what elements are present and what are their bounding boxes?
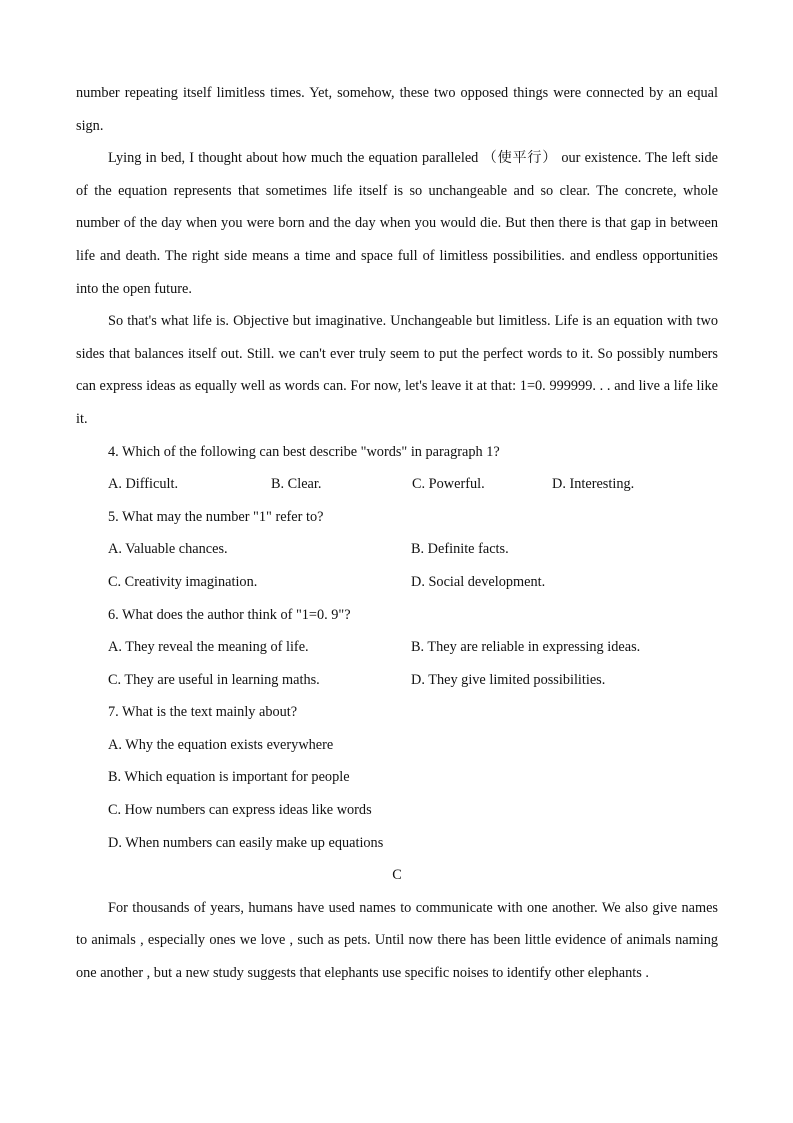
passage-b-paragraph-so: So that's what life is. Objective but imaginative. Unchangeable but limitless. Life is an equation with two sides that balances itself out. Still. we can't ever truly seem to put the perfect words to it. So possibly numbers can express ideas as equally well as words can. For now, let's leave it at that: 1=0. 999999. . . and live a life like it. — [76, 313, 718, 427]
passage-c-paragraph-1: For thousands of years, humans have used names to communicate with one another. We also give names to animals , especially ones we love , such as pets. Until now there has been little evidence of animals naming one another , but a new study suggests that elephants use specific noises to identify other elephants . — [76, 899, 718, 982]
question-7-option-d: D. When numbers can easily make up equations — [108, 834, 384, 851]
passage-b-paragraph-lying: Lying in bed, I thought about how much the equation paralleled （使平行） our existence. The left side of the equation represents that sometimes life itself is so unchangeable and so clear. The concrete, whole number of the day when you were born and the day when you would die. But then there is that gap in between life and death. The right side means a time and space full of limitless possibilities. and endless opportunities into the open future. — [76, 150, 718, 297]
question-6-options-row-2 — [76, 664, 718, 697]
question-6-option-b: B. They are reliable in expressing ideas. — [411, 639, 641, 656]
question-5-options-row-1 — [76, 533, 718, 566]
question-7-option-b: B. Which equation is important for people — [108, 769, 350, 786]
question-4-option-c: C. Powerful. — [412, 476, 485, 493]
question-5-option-c: C. Creativity imagination. — [108, 573, 258, 590]
question-4-options — [76, 468, 718, 501]
passage-c-title: C — [392, 867, 402, 884]
question-5-option-b: B. Definite facts. — [411, 541, 509, 558]
question-6-option-c: C. They are useful in learning maths. — [108, 671, 320, 688]
question-5-stem: 5. What may the number "1" refer to? — [108, 508, 324, 525]
question-7-option-c: C. How numbers can express ideas like words — [108, 802, 372, 819]
document-page — [76, 77, 718, 990]
question-4-option-d: D. Interesting. — [552, 476, 635, 493]
question-5-option-a: A. Valuable chances. — [108, 541, 228, 558]
question-5-options-row-2 — [76, 566, 718, 599]
question-4-option-a: A. Difficult. — [108, 476, 179, 493]
question-5-option-d: D. Social development. — [411, 573, 546, 590]
question-4-option-b: B. Clear. — [271, 476, 322, 493]
question-7-stem: 7. What is the text mainly about? — [108, 704, 298, 721]
question-6-options-row-1 — [76, 631, 718, 664]
question-6-option-d: D. They give limited possibilities. — [411, 671, 606, 688]
question-4-stem: 4. Which of the following can best describe "words" in paragraph 1? — [108, 443, 500, 460]
question-6-stem: 6. What does the author think of "1=0. 9"? — [108, 606, 351, 623]
passage-b-paragraph-continued: number repeating itself limitless times. Yet, somehow, these two opposed things were connected by an equal sign. — [76, 85, 718, 134]
question-7-option-a: A. Why the equation exists everywhere — [108, 736, 334, 753]
question-6-option-a: A. They reveal the meaning of life. — [108, 639, 309, 656]
